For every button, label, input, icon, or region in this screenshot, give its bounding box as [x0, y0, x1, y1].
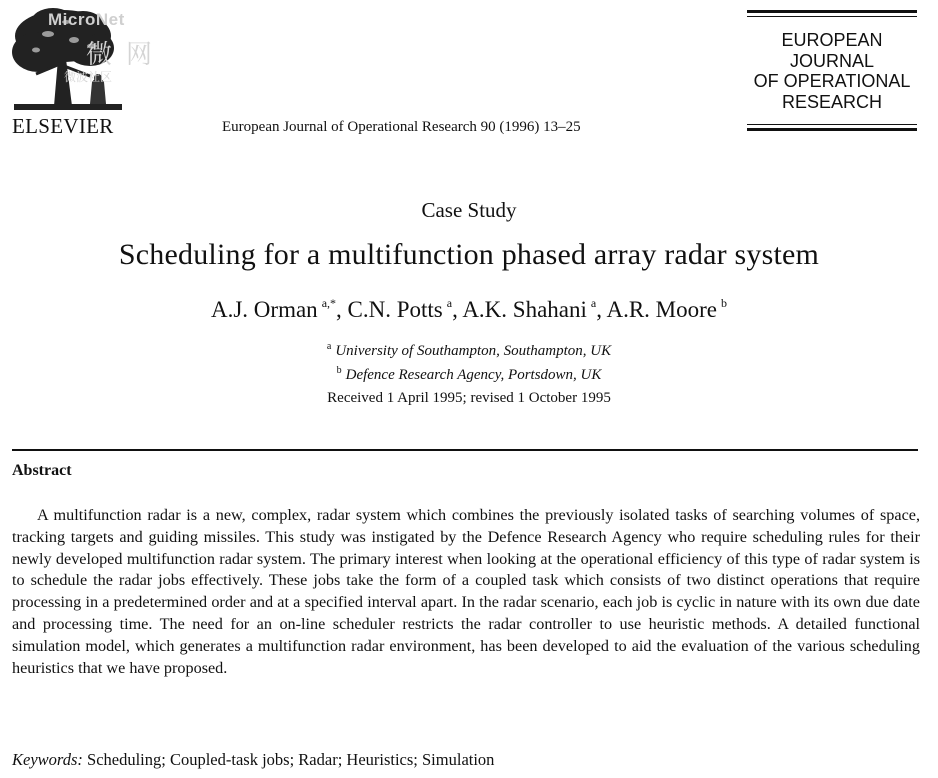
- publisher-name: ELSEVIER: [12, 114, 114, 138]
- affiliation-mark: a: [446, 296, 453, 310]
- affiliation: [0, 361, 938, 385]
- watermark-text: 微波社区: [64, 70, 113, 84]
- author-name: A.R. Moore: [606, 297, 717, 322]
- section-divider: [12, 449, 918, 451]
- journal-masthead: [747, 10, 917, 132]
- keywords-text: Scheduling; Coupled-task jobs; Radar; Heuristics; Simulation: [87, 750, 495, 769]
- author-separator: ,: [336, 297, 348, 322]
- affiliations: [0, 337, 938, 385]
- masthead-rule: [747, 124, 917, 125]
- paper-title: Scheduling for a multifunction phased array radar system: [118, 238, 820, 271]
- watermark-text: MicroNet: [48, 10, 125, 29]
- author-list: [0, 296, 938, 323]
- affiliation-mark: b: [336, 365, 342, 376]
- keywords: [12, 750, 494, 770]
- author-separator: ,: [596, 297, 607, 322]
- abstract-heading: Abstract: [12, 462, 72, 479]
- section-label: Case Study: [421, 198, 517, 222]
- affiliation: [0, 337, 938, 361]
- masthead-rule: [747, 128, 917, 131]
- affiliation-text: University of Southampton, Southampton, UK: [335, 343, 612, 359]
- masthead-rule: [747, 10, 917, 13]
- masthead-rule: [747, 16, 917, 17]
- keywords-label: Keywords:: [12, 750, 83, 769]
- abstract-body: A multifunction radar is a new, complex, radar system which combines the previously isolated tasks of searching volumes of space, tracking targets and guiding missiles. This study was instigated by the Defence Research Agency who require scheduling rules for their newly developed multifunction radar system. The primary interest when looking at the operational efficiency of this type of radar system is to schedule the radar jobs effectively. These jobs take the form of a coupled task which consists of two distinct operations that require processing in a predetermined order and at a specified interval apart. In the radar scenario, each job is cyclic in nature with its own due date and processing time. The need for an on-line scheduler restricts the radar controller to use heuristic methods. A detailed functional simulation model, which generates a multifunction radar environment, has been developed to aid the evaluation of the various scheduling heuristics that we have proposed.: [12, 506, 920, 677]
- author-separator: ,: [452, 297, 463, 322]
- watermark-text: 微网: [86, 40, 167, 70]
- author-name: A.J. Orman: [211, 297, 318, 322]
- author-name: A.K. Shahani: [462, 297, 587, 322]
- journal-citation: European Journal of Operational Research 90 (1996) 13–25: [222, 119, 581, 135]
- affiliation-mark: a: [590, 296, 597, 310]
- author-name: C.N. Potts: [347, 297, 443, 322]
- journal-name: EUROPEAN JOURNAL OF OPERATIONAL RESEARCH: [753, 30, 911, 112]
- affiliation-mark: a: [326, 341, 332, 352]
- affiliation-mark: a,*: [321, 296, 337, 310]
- affiliation-text: Defence Research Agency, Portsdown, UK: [345, 367, 602, 383]
- received-dates: Received 1 April 1995; revised 1 October 1995: [327, 390, 611, 406]
- affiliation-mark: b: [720, 296, 727, 310]
